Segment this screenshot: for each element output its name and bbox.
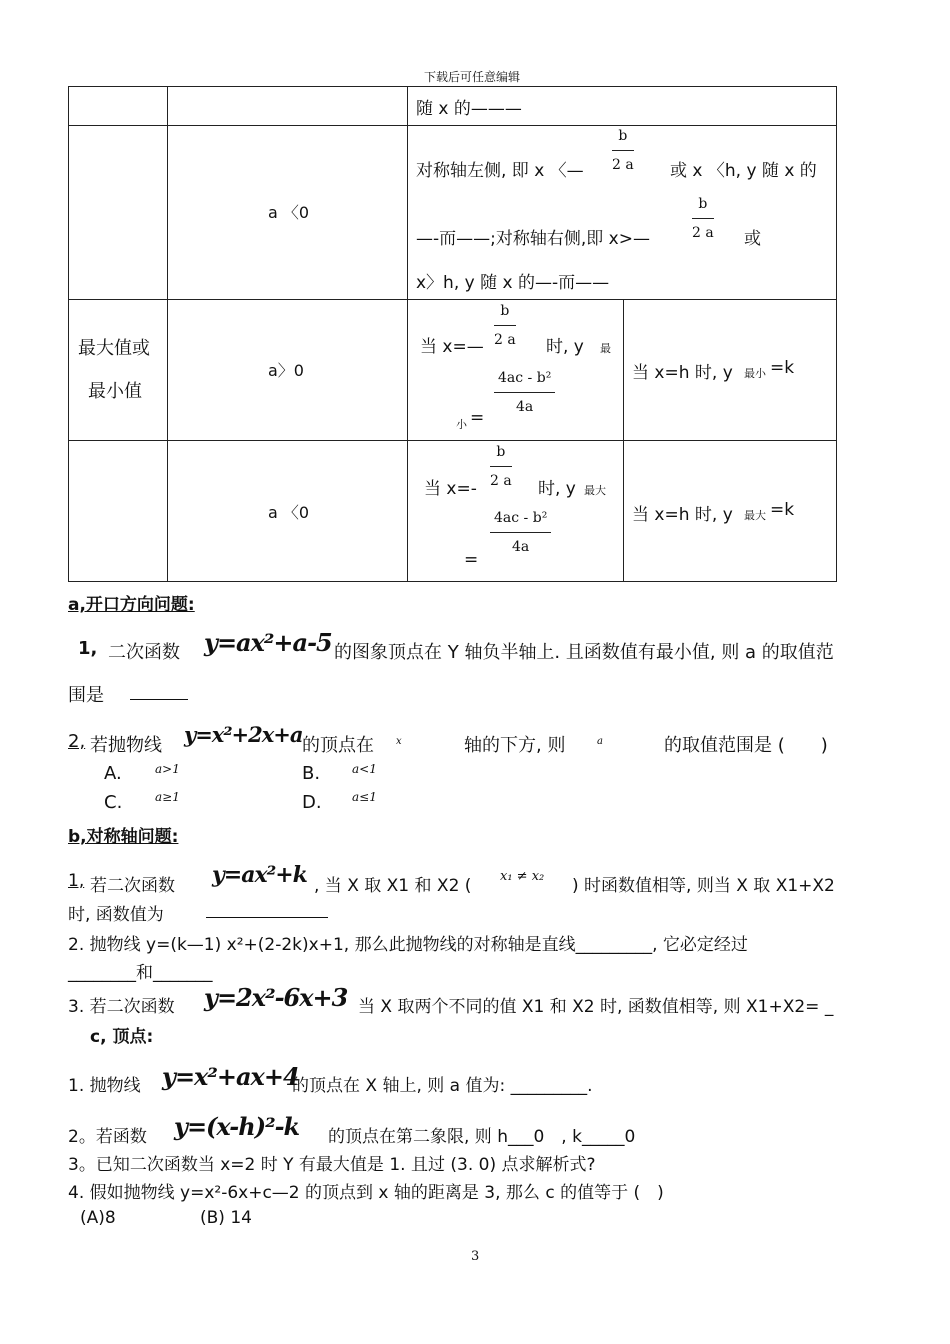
table-text: =k	[770, 358, 795, 378]
option-label: A.	[104, 763, 122, 784]
section-title-axis-of-symmetry: b,对称轴问题:	[68, 827, 179, 847]
question-text: 若二次函数	[90, 876, 175, 896]
question-text: 4. 假如抛物线 y=x²-6x+c—2 的顶点到 x 轴的距离是 3, 那么 c 的值等于 ( )	[68, 1183, 664, 1203]
condition-label: a〉0	[268, 361, 304, 380]
question-text: 2. 抛物线 y=(k—1) x²+(2-2k)x+1, 那么此抛物线的对称轴是直线_________, 它必定经过	[68, 935, 748, 955]
fraction-vertex-value	[494, 370, 555, 415]
answer-blank	[130, 699, 188, 700]
table-text: 当 x=h 时, y	[632, 363, 733, 383]
formula: y=ax²+a-5	[204, 628, 332, 657]
table-text: —-而——;对称轴右侧,即 x>—	[416, 229, 650, 249]
fraction-denominator: 4a	[512, 539, 530, 555]
condition-label: a 〈0	[268, 503, 310, 522]
section-title-vertex: c, 顶点:	[90, 1027, 154, 1047]
option-label: B.	[302, 763, 321, 784]
fraction-denominator: 2 a	[612, 157, 634, 173]
option-value: a<1	[352, 762, 377, 776]
fraction-denominator: 2 a	[692, 225, 714, 241]
row-label: 最小值	[88, 381, 142, 402]
question-text: 若抛物线	[90, 735, 162, 756]
question-text: 轴的下方, 则	[464, 735, 566, 756]
formula: y=2x²-6x+3	[204, 983, 348, 1012]
fraction-numerator: 4ac - b²	[494, 370, 555, 393]
option-value: a>1	[155, 762, 180, 776]
table-text: 对称轴左侧, 即 x 〈—	[416, 161, 584, 181]
option-label: C.	[104, 792, 123, 813]
table-text: 当 x=-	[424, 479, 477, 499]
option-label: D.	[302, 792, 322, 813]
formula: y=x²+ax+4	[162, 1062, 299, 1091]
fraction-numerator: b	[612, 128, 634, 151]
table-cell	[69, 126, 168, 300]
section-title-opening-direction: a,开口方向问题:	[68, 595, 195, 615]
question-text: 时, 函数值为	[68, 905, 164, 925]
fraction-b-over-2a	[612, 128, 634, 173]
table-text: 或 x 〈h, y 随 x 的	[670, 161, 817, 181]
question-text: 的图象顶点在 Y 轴负半轴上. 且函数值有最小值, 则 a 的取值范	[334, 642, 834, 663]
variable: a	[597, 736, 603, 747]
question-text: 的取值范围是 ( )	[664, 735, 828, 756]
question-text: 二次函数	[108, 642, 180, 663]
table-cell	[69, 441, 168, 582]
table-text: 时, y	[538, 479, 576, 499]
table-cell	[69, 300, 168, 441]
question-text: 1. 抛物线	[68, 1076, 141, 1096]
fraction-vertex-value	[490, 510, 551, 555]
question-number: 2,	[68, 731, 86, 752]
subscript: 最大	[744, 509, 766, 522]
option-value: a≥1	[155, 790, 180, 804]
question-number: 1,	[78, 638, 98, 659]
question-text: 3. 若二次函数	[68, 997, 175, 1017]
table-text: 时, y	[546, 337, 584, 357]
fraction-b-over-2a	[692, 196, 714, 241]
formula: y=ax²+k	[212, 862, 307, 888]
fraction-numerator: b	[692, 196, 714, 219]
page-number: 3	[471, 1249, 480, 1264]
question-text: ) 时函数值相等, 则当 X 取 X1+X2	[572, 876, 835, 896]
row-label: 最大值或	[78, 338, 150, 359]
table-text: =k	[770, 500, 795, 520]
subscript: 最	[600, 342, 611, 355]
question-text: 当 X 取两个不同的值 X1 和 X2 时, 函数值相等, 则 X1+X2= _	[358, 997, 834, 1017]
subscript: 最大	[584, 484, 606, 497]
fraction-b-over-2a	[490, 444, 512, 489]
fraction-numerator: 4ac - b²	[490, 510, 551, 533]
variable: x	[396, 736, 402, 747]
fraction-denominator: 4a	[516, 399, 534, 415]
question-text: 的顶点在第二象限, 则 h___0 , k_____0	[328, 1127, 636, 1147]
table-text: x〉h, y 随 x 的—-而——	[416, 273, 610, 293]
question-text: , 当 X 取 X1 和 X2 (	[314, 876, 472, 896]
fraction-numerator: b	[494, 303, 516, 326]
question-number: 1,	[68, 871, 85, 891]
page-header: 下载后可任意编辑	[424, 70, 521, 84]
table-text: 当 x=h 时, y	[632, 505, 733, 525]
question-text: 围是	[68, 685, 104, 706]
question-text: ________和_______	[68, 963, 213, 983]
condition-label: a 〈0	[268, 203, 310, 222]
question-text: 3。已知二次函数当 x=2 时 Y 有最大值是 1. 且过 (3. 0) 点求解析式?	[68, 1155, 596, 1175]
table-cell	[168, 87, 408, 126]
table-text: 或	[744, 229, 761, 249]
condition-formula: x₁ ≠ x₂	[500, 869, 545, 884]
table-text: 当 x=—	[420, 337, 484, 357]
option-label: (A)8	[80, 1208, 116, 1228]
table-text: 随 x 的———	[416, 99, 522, 119]
fraction-numerator: b	[490, 444, 512, 467]
fraction-denominator: 2 a	[490, 473, 512, 489]
option-label: (B) 14	[200, 1208, 252, 1228]
table-text: =	[470, 408, 485, 428]
fraction-b-over-2a	[494, 303, 516, 348]
table-text: =	[464, 550, 479, 570]
question-text: 的顶点在	[302, 735, 374, 756]
table-cell	[69, 87, 168, 126]
formula: y=(x-h)²-k	[174, 1112, 300, 1141]
formula: y=x²+2x+a	[184, 722, 303, 747]
question-text: 2。若函数	[68, 1127, 147, 1147]
fraction-denominator: 2 a	[494, 332, 516, 348]
question-text: 的顶点在 X 轴上, 则 a 值为: _________.	[292, 1076, 593, 1096]
answer-blank	[206, 917, 328, 918]
option-value: a≤1	[352, 790, 377, 804]
subscript: 最小	[744, 367, 766, 380]
subscript: 小	[456, 418, 467, 431]
